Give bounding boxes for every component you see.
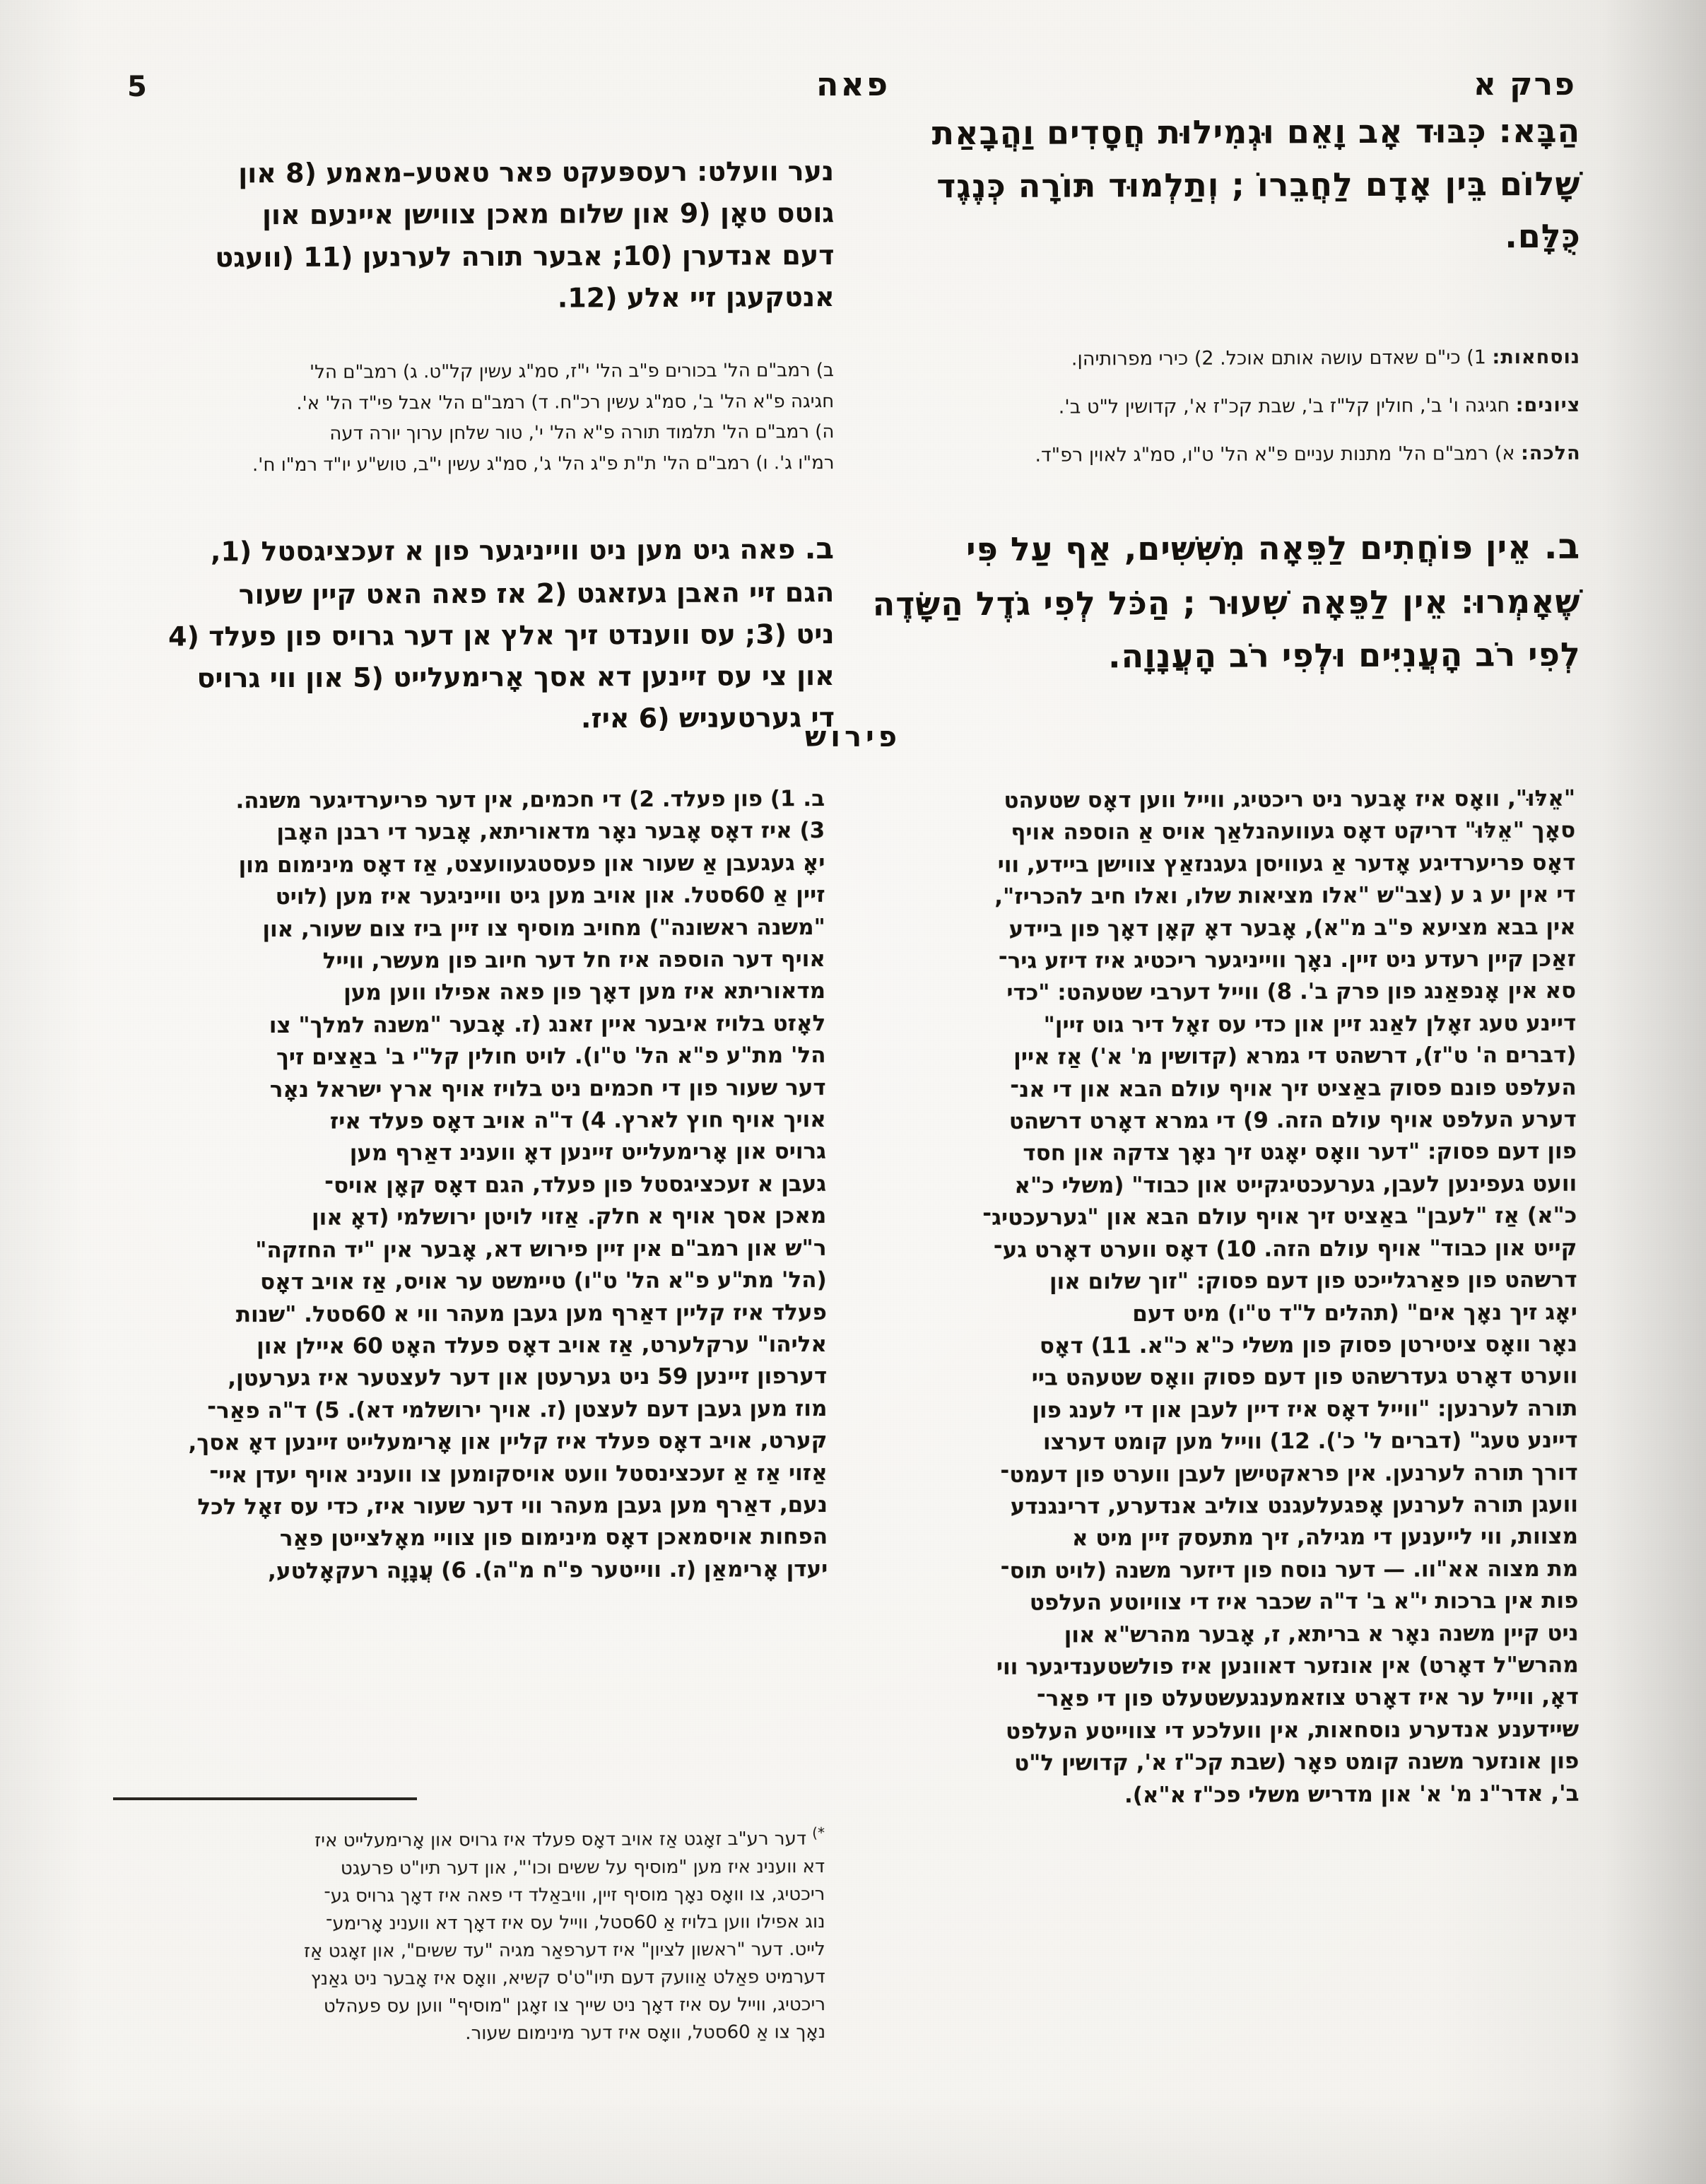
commentary-left-line: ב. 1) פון פעלד. 2) די חכמים, אין דער פריערדיגער משנה. <box>235 786 825 814</box>
footnote-line: נאָך צו אַ 60סטל, וואָס איז דער מינימום שעור. <box>465 2021 826 2044</box>
yiddish-a-line-1: נער וועלט: רעספּעקט פאר טאטע–מאמע (8 און <box>238 155 835 189</box>
commentary-right-line: העלפט פונם פסוק באַציט זיך אויף עולם הבא און די אנ־ <box>1010 1074 1577 1103</box>
apparatus-text-tziyunim: חגיגה ו' ב', חולין קל"ז ב', שבת קכ"ז א', קדושין ל"ט ב'. <box>1058 394 1510 418</box>
commentary-left-line: אַזוי אַז אַ זעכצינסטל וועט אויסקומען צו ווענינ אויף יעדן איי־ <box>209 1460 828 1488</box>
footnote-line: נוג אפילו ווען בלויז אַ 60סטל, ווייל עס איז דאָך דא ווענינ אָרימע־ <box>326 1910 825 1935</box>
apparatus-text-nuschaot: 1) כי"ם שאדם עושה אותם אוכל. 2) כירי מפרותיהן. <box>1071 346 1486 370</box>
mishnah-b-letter: ב. <box>1543 525 1581 567</box>
footnote-line <box>107 1822 825 1856</box>
commentary-right-line: מצוות, ווי לייענען די מגילה, זיך מתעסק זיין מיט א <box>1071 1524 1579 1551</box>
mishnah-b-line-2: שֶׁאָמְרוּ: אֵין לַפֵּאָה שִׁעוּר ; הַכֹּל לְפִי גֹדֶל הַשָּׂדֶה <box>872 582 1581 623</box>
commentary-right-line: כ"א) אַז "לעבן" באַציט זיך אויף עולם הבא און "גערעכטיג־ <box>982 1203 1577 1231</box>
commentary-left-line: גרויס און אָרימעלייט זיינען דאָ ווענינ דאַרף מען <box>349 1139 827 1167</box>
footnote-line: לייט. דער "ראשון לציון" איז דערפאַר מגיה "עד ששים", און זאָגט אַז <box>304 1938 825 1962</box>
perush-heading: פירוש <box>804 721 902 753</box>
apparatus-text-halacha: א) רמב"ם הל' מתנות עניים פ"א הל' ט"ו, סמ"ג לאוין רפ"ד. <box>1035 442 1515 466</box>
footnote-line: דערמיט פאַלט אַוועק דעם תיו"ט'ס קשיא, וואָס איז אָבער ניט גאַנץ <box>310 1966 825 1990</box>
commentary-right-line: סא אין אָנפאַנג פון פרק ב'. 8) ווייל דערבי שטעהט: "כדי <box>1006 978 1577 1006</box>
commentary-left-line: אליהו" ערקלערט, אַז אויב דאָס פעלד האָט 60 איילן און <box>257 1331 828 1360</box>
chapter-label: פרק א <box>1473 66 1576 102</box>
commentary-left-line: 3) איז דאָס אָבער נאָר מדאוריתא, אָבער די רבנן האָבן <box>276 818 825 846</box>
yiddish-a-line-4: אנטקעגן זיי אלע (12. <box>557 281 835 314</box>
commentary-left-line: ר"ש און רמב"ם אין זיין פירוש דא, אָבער אין "יד החזקה" <box>255 1235 827 1263</box>
halacha-citation-line-2: חגיגה פ"א הל' ב', סמ"ג עשין רכ"ח. ד) רמב"ם הל' אבל פי"ד הל' א'. <box>296 390 835 414</box>
commentary-right-column <box>745 783 1579 1814</box>
halacha-citation-line-4: רמ"ו ג'. ו) רמב"ם הל' ת"ת פ"ג הל' ג', סמ"ג עשין י"ב, טוש"ע יו"ד רמ"ו ח'. <box>252 452 835 476</box>
commentary-right-line: דיינע טעג זאָלן לאַנג זיין און כדי עס זאָל דיר גוט זיין" <box>1043 1010 1577 1038</box>
yiddish-b-line-5: די גערטעניש (6 איז. <box>580 702 835 734</box>
commentary-right-line: שיידענע אנדערע נוסחאות, אין וועלכע די צווייטע העלפט <box>1005 1716 1579 1744</box>
source-apparatus <box>753 341 1581 473</box>
yiddish-a-line-3: דעם אנדערן (10; אבער תורה לערנען (11 (וועגט <box>215 239 835 273</box>
commentary-left-line: הפחות אויסמאכן דאָס מינימום פון צוויי מאָלצייטן פאַר <box>279 1524 828 1552</box>
yiddish-b-line-1 <box>106 525 834 574</box>
commentary-left-line: פעלד איז קליין דאַרף מען געבן מעהר ווי א 60סטל. "שנות <box>235 1299 827 1327</box>
commentary-left-line: דערפון זיינען 59 ניט גערעטן און דער לעצטער איז גערעטן, <box>228 1363 828 1392</box>
apparatus-label-halacha: הלכה: <box>1521 442 1581 464</box>
commentary-right-line: תורה לערנען: "ווייל דאָס איז דיין לעבן און די לענג פון <box>1032 1395 1578 1423</box>
commentary-right-line: יאָג זיך נאָך אים" (תהלים ל"ד ט"ו) מיט דעם <box>1132 1299 1577 1327</box>
footnote-rule <box>113 1797 417 1800</box>
mishnah-a-line-2: שָׁלוֹם בֵּין אָדָם לַחֲבֵרוֹ ; וְתַלְמוּד תּוֹרָה כְּנֶגֶד <box>936 164 1581 205</box>
commentary-left-line: קערט, אויב דאָס פעלד איז קליין און אָרימעלייט זיינען דאָ אסך, <box>188 1428 828 1456</box>
commentary-left-line: אויך אויף חוץ לארץ. 4) ד"ה אויב דאָס פעלד איז <box>329 1107 826 1134</box>
commentary-right-line: מהרש"ל דאָרט) אין אונזער דאוונען איז פולשטענדיגער ווי <box>996 1652 1579 1680</box>
commentary-right-line: דיינע טעג" (דברים ל' כ'). 12) ווייל מען קומט דערצו <box>1042 1427 1578 1455</box>
tractate-title: פאה <box>816 65 890 103</box>
commentary-right-line: דורך תורה לערנען. אין פראקטישן לעבן ווערט פון דעמט־ <box>1000 1460 1578 1488</box>
yiddish-mishnah-b <box>106 525 835 742</box>
commentary-left-line: אויף דער הוספה איז חל דער חיוב פון מעשר, ווייל <box>322 946 826 974</box>
yiddish-b-line-4: און צי עס זיינען דא אסך אָרימעלייט (5 און ווי גרויס <box>196 660 835 694</box>
halacha-citation-line-1: ב) רמב"ם הל' בכורים פ"ב הל' י"ז, סמ"ג עשין קל"ט. ג) רמב"ם הל' <box>309 360 835 383</box>
apparatus-row-tziyunim <box>753 389 1580 425</box>
perush-divider <box>0 721 1706 753</box>
mishnah-b-text <box>760 518 1581 683</box>
commentary-left-line: לאָזט בלויז איבער איין זאנג (ז. אָבער "משנה למלך" צו <box>269 1010 826 1038</box>
commentary-right-line: (דברים ה' ט"ז), דרשהט די גמרא (קדושין מ' א') אַז איין <box>1013 1042 1577 1071</box>
commentary-right-line: פון אונזער משנה קומט פאָר (שבת קכ"ז א', קדושין ל"ט <box>1014 1748 1579 1776</box>
commentary-left-line: מוז מען געבן דעם לעצטן (ז. אויך ירושלמי דא). 5) ד"ה פאַר־ <box>207 1395 828 1424</box>
commentary-right-line: דערע העלפט אויף עולם הזה. 9) די גמרא דאָרט דרשהט <box>1008 1106 1577 1134</box>
commentary-left-line: דער שעור פון די חכמים ניט בלויז אויף ארץ ישראל נאָר <box>269 1074 826 1103</box>
footnote-marker: *) <box>812 1824 825 1842</box>
footnote-line: דא ווענינ איז מען "מוסיף על ששים וכו'", און דער תיו"ט פרעגט <box>340 1855 825 1879</box>
footnote-line-text: דער רע"ב זאָגט אַז אויב דאָס פעלד איז גרויס און אָרימעלייט איז <box>314 1828 807 1852</box>
footnote-line: ריכטיג, ווייל עס איז דאָך ניט שייך צו זאָגן "מוסיף" ווען עס פעהלט <box>323 1993 826 2017</box>
commentary-right-line: די אין יע ג ע (צב"ש "אלו מציאות שלו, ואלו חיב להכריז", <box>994 881 1576 910</box>
mishnah-a-text <box>760 105 1581 266</box>
commentary-right-line: זאַכן קיין רעדע ניט זיין. נאָך ווייניגער ריכטיג איז דיזע גיר־ <box>998 946 1577 974</box>
yiddish-mishnah-a <box>106 151 835 321</box>
page-number: 5 <box>127 71 147 103</box>
commentary-right-line: סאָך "אֵלּוּ" דריקט דאָס געוועהנלאַך אויס אַ הוספה אויף <box>1011 818 1576 846</box>
mishnah-b-line-3: לְפִי רֹב הָעֲנִיִּים וּלְפִי רֹב הָעֲנָוָה. <box>1107 635 1581 675</box>
commentary-left-line: יאָ געגעבן אַ שעור און פעסטגעוועצט, אַז דאָס מינימום מון <box>238 850 825 879</box>
footnote-block <box>107 1822 825 2049</box>
commentary-right-line: דאָ, ווייל ער איז דאָרט צוזאמענגעשטעלט פון די פאַר־ <box>1036 1684 1579 1713</box>
commentary-left-line: מאכן אסך אויף א חלק. אַזוי לויטן ירושלמי (דאָ און <box>311 1203 827 1231</box>
mishnah-b-line-1 <box>760 518 1580 578</box>
commentary-right-line: מת מצוה אא"וו. — דער נוסח פון דיזער משנה (לויט תוס־ <box>1000 1556 1579 1584</box>
commentary-left-line: מדאוריתא איז מען דאָך פון פאה אפילו ווען מען <box>343 978 826 1006</box>
commentary-right-line: דאָס פריערדיגע אָדער אַ געוויסן געגנזאַץ צווישן ביידע, ווי <box>997 850 1576 878</box>
commentary-right-line: פון דעם פסוק: "דער וואָס יאָגט זיך נאָך צדקה און חסד <box>1023 1139 1577 1167</box>
commentary-right-line: אין בבא מציעא פ"ב מ"א), אָבער דאָ קאָן דאָך פון ביידע <box>1008 914 1576 942</box>
commentary-right-line: ניט קיין משנה נאָר א בריתא, ז, אָבער מהרש"א און <box>1064 1620 1579 1648</box>
commentary-right-line: נאָר וואָס ציטירטן פסוק פון משלי כ"א כ"א. 11) דאָס <box>1039 1331 1578 1359</box>
mishnah-a-line-3: כֻּלָּם. <box>1505 216 1581 256</box>
commentary-left-line: געבן א זעכציגסטל פון פעלד, הגם דאָס קאָן אויס־ <box>324 1170 827 1199</box>
halacha-citation-line-3: ה) רמב"ם הל' תלמוד תורה פ"א הל' י', טור שלחן ערוך יורה דעה <box>329 421 835 445</box>
commentary-right-line: פות אין ברכות י"א ב' ד"ה שכבר איז די צוויוטע העלפט <box>1029 1587 1579 1616</box>
yiddish-b-line-2: הגם זיי האבן געזאגט (2 אז פאה האט קיין שעור <box>238 576 835 610</box>
apparatus-row-nuschaot <box>753 341 1580 377</box>
yiddish-b-line-1-text: פאה גיט מען ניט ווייניגער פון א זעכציגסטל (1, <box>210 534 796 568</box>
mishnah-b-line-1-text: אֵין פּוֹחֲתִים לַפֵּאָה מִשִּׁשִּׁים, אַף עַל פִּי <box>965 528 1532 569</box>
commentary-left-line: "משנה ראשונה") מחויב מוסיף צו זיין ביז צום שעור, און <box>262 914 825 942</box>
commentary-right-line: ב', אדר"נ מ' א' און מדריש משלי פכ"ז א"א). <box>1124 1780 1579 1808</box>
yiddish-b-line-3: ניט (3; עס ווענדט זיך אלץ אן דער גרויס פון פעלד (4 <box>168 618 835 652</box>
commentary-right-line: דרשהט פון פאַרגלייכט פון דעם פסוק: "זוך שלום און <box>1049 1267 1577 1295</box>
commentary-right-line: ווערט דאָרט געדרשהט פון דעם פסוק וואָס שטעהט ביי <box>1031 1363 1578 1392</box>
commentary-right-line: וועגן תורה לערנען אָפגעלעגנט צוליב אנדערע, דרינגנדע <box>1010 1491 1578 1520</box>
footnote-line: ריכטיג, צו וואָס נאָך מוסיף זיין, וויבאַלד די פאה איז דאָך גרויס גע־ <box>324 1883 825 1907</box>
commentary-left-line: נעם, דאַרף מען געבן מעהר ווי דער שעור איז, כדי עס זאָל לכל <box>197 1491 828 1520</box>
commentary-left-line: (הל' מת"ע פ"א הל' ט"ו) טיימשט ער אויס, אַז אויב דאָס <box>260 1267 827 1296</box>
commentary-right-line: קייט און כבוד" אויף עולם הזה. 10) דאָס ווערט דאָרט גע־ <box>993 1235 1577 1263</box>
commentary-left-line: הל' מת"ע פ"א הל' ט"ו). לויט חולין קל"י ב' באַצים זיך <box>276 1043 826 1071</box>
apparatus-label-tziyunim: ציונים: <box>1515 394 1581 416</box>
commentary-left-line: יעדן אָרימאַן (ז. ווייטער פ"ח מ"ה). 6) עֲנָוָה רעקאָלטע, <box>268 1556 828 1584</box>
apparatus-row-halacha <box>754 438 1581 473</box>
halacha-citations <box>106 356 835 482</box>
yiddish-b-letter: ב. <box>804 531 835 566</box>
yiddish-a-line-2: גוטס טאָן (9 און שלום מאכן צווישן איינעם און <box>261 197 835 231</box>
commentary-left-line: זיין אַ 60סטל. און אויב מען גיט ווייניגער איז מען (לויט <box>275 882 825 910</box>
commentary-right-line: וועט געפינען לעבן, גערעכטיגקייט און כבוד" (משלי כ"א <box>1014 1170 1577 1199</box>
commentary-right-line: "אֵלּוּ", וואָס איז אָבער ניט ריכטיג, ווייל ווען דאָס שטעהט <box>1004 785 1576 814</box>
mishnah-a-line-1: הַבָּא: כִּבּוּד אָב וָאֵם וּגְמִילוּת חֲסָדִים וַהֲבָאַת <box>931 111 1581 153</box>
apparatus-label-nuschaot: נוסחאות: <box>1492 346 1581 369</box>
commentary-left-column <box>107 783 828 1588</box>
